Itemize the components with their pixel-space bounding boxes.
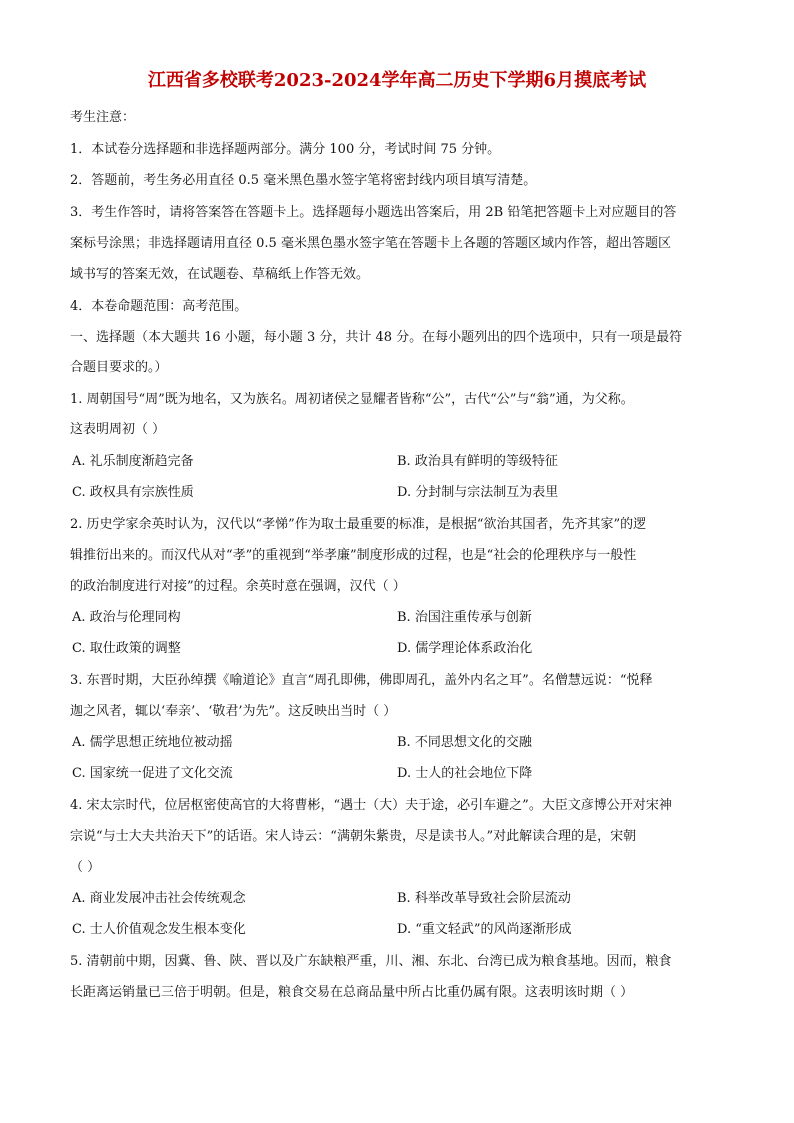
exam-title: 江西省多校联考2023-2024学年高二历史下学期6月摸底考试 xyxy=(147,70,647,91)
question-text: 这表明周初（ ） xyxy=(70,422,166,437)
question-text: 长距离运销量已三倍于明朝。但是，粮食交易在总商品量中所占比重仍属有限。这表明该时期（ ） xyxy=(70,985,634,1000)
option-b: B. 不同思想文化的交融 xyxy=(397,735,532,750)
option-c: C. 取仕政策的调整 xyxy=(72,641,181,656)
option-c: C. 政权具有宗族性质 xyxy=(72,485,194,500)
option-a: A. 商业发展冲击社会传统观念 xyxy=(72,891,246,906)
question-text: （ ） xyxy=(70,860,101,875)
notice-item: 3．考生作答时，请将答案答在答题卡上。选择题每小题选出答案后，用 2B 铅笔把答题卡上对应题目的答 xyxy=(70,205,677,220)
question-text: 的政治制度进行对接”的过程。余英时意在强调，汉代（ ） xyxy=(70,579,406,594)
notice-item: 4．本卷命题范围：高考范围。 xyxy=(70,299,248,314)
question-text: 4. 宋太宗时代，位居枢密使高官的大将曹彬，“遇士（大）夫于途，必引车避之”。大臣文彦博公开对宋神 xyxy=(70,798,672,813)
question-text: 2. 历史学家余英时认为，汉代以“孝悌”作为取士最重要的标准，是根据“欲治其国者，先齐其家”的逻 xyxy=(70,517,647,532)
option-a: A. 政治与伦理同构 xyxy=(72,610,181,625)
option-d: D. 儒学理论体系政治化 xyxy=(397,641,533,656)
question-text: 宗说“与士大夫共治天下”的话语。宋人诗云：“满朝朱紫贵，尽是读书人。”对此解读合理的是，宋朝 xyxy=(70,829,637,844)
option-a: A. 儒学思想正统地位被动摇 xyxy=(72,735,233,750)
option-a: A. 礼乐制度渐趋完备 xyxy=(72,454,194,469)
question-text: 辑推衍出来的。而汉代从对“孝”的重视到“举孝廉”制度形成的过程，也是“社会的伦理秩序与一般性 xyxy=(70,548,637,563)
section-heading: 一、选择题（本大题共 16 小题，每小题 3 分，共计 48 分。在每小题列出的四个选项中，只有一项是最符 xyxy=(70,330,683,345)
option-b: B. 科举改革导致社会阶层流动 xyxy=(397,891,571,906)
option-b: B. 政治具有鲜明的等级特征 xyxy=(397,454,558,469)
notice-item: 案标号涂黑；非选择题请用直径 0.5 毫米黑色墨水签字笔在答题卡上各题的答题区域内作答，超出答题区 xyxy=(70,236,671,251)
question-text: 3. 东晋时期，大臣孙绰撰《喻道论》直言“周孔即佛，佛即周孔，盖外内名之耳”。名僧慧远说：“悦释 xyxy=(70,673,653,688)
option-b: B. 治国注重传承与创新 xyxy=(397,610,532,625)
notice-heading: 考生注意： xyxy=(70,110,136,125)
question-text: 1. 周朝国号“周”既为地名，又为族名。周初诸侯之显耀者皆称“公”，古代“公”与“翁”通，为父称。 xyxy=(70,392,634,407)
option-d: D. “重文轻武”的风尚逐渐形成 xyxy=(397,922,572,937)
option-d: D. 分封制与宗法制互为表里 xyxy=(397,485,559,500)
question-text: 5. 清朝前中期，因冀、鲁、陕、晋以及广东缺粮严重，川、湘、东北、台湾已成为粮食基地。因而，粮食 xyxy=(70,954,672,969)
option-c: C. 士人价值观念发生根本变化 xyxy=(72,922,246,937)
question-text: 迦之风者，辄以‘奉亲’、‘敬君’为先”。这反映出当时（ ） xyxy=(70,704,397,719)
notice-item: 2．答题前，考生务必用直径 0.5 毫米黑色墨水签字笔将密封线内项目填写清楚。 xyxy=(70,173,537,188)
section-heading: 合题目要求的。） xyxy=(70,360,168,375)
option-d: D. 士人的社会地位下降 xyxy=(397,766,533,781)
notice-item: 1．本试卷分选择题和非选择题两部分。满分 100 分，考试时间 75 分钟。 xyxy=(70,142,501,157)
notice-item: 域书写的答案无效，在试题卷、草稿纸上作答无效。 xyxy=(70,267,370,282)
option-c: C. 国家统一促进了文化交流 xyxy=(72,766,233,781)
